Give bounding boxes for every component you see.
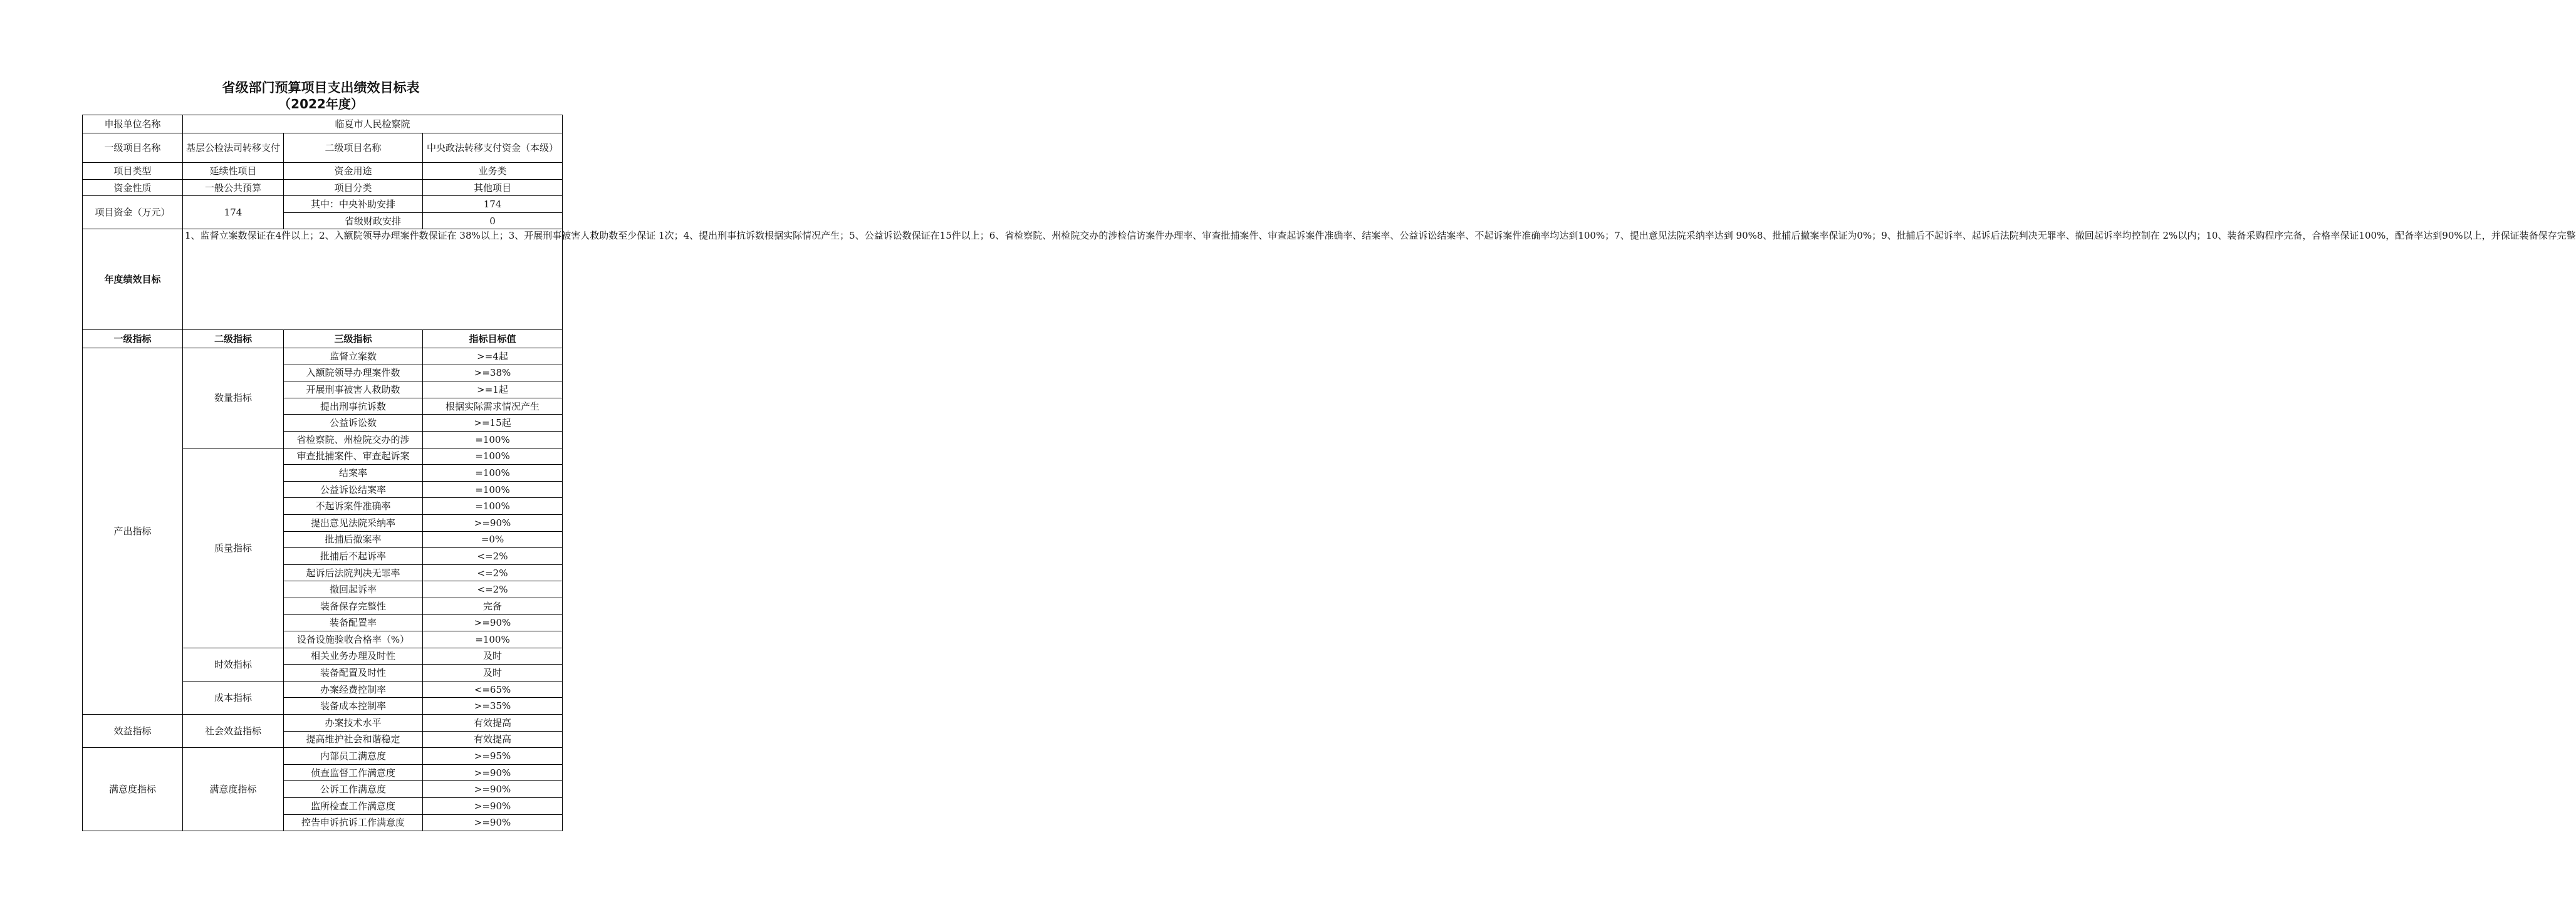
- target-value: >=90%: [423, 764, 563, 781]
- header-level3: 三级指标: [284, 330, 423, 348]
- target-value: =100%: [423, 465, 563, 482]
- level3-indicator: 开展刑事被害人救助数: [284, 381, 423, 398]
- target-value: >=95%: [423, 748, 563, 765]
- target-value: <=65%: [423, 681, 563, 698]
- provincial-label: 省级财政安排: [284, 213, 423, 229]
- fund-label: 项目资金（万元）: [83, 196, 183, 229]
- target-value: 及时: [423, 665, 563, 682]
- level3-indicator: 侦查监督工作满意度: [284, 764, 423, 781]
- nature-label: 资金性质: [83, 180, 183, 196]
- level1-value: 基层公检法司转移支付: [183, 133, 284, 163]
- nature-value: 一般公共预算: [183, 180, 284, 196]
- target-value: =100%: [423, 431, 563, 448]
- subgroup-quality: 质量指标: [183, 448, 284, 648]
- target-value: >=35%: [423, 698, 563, 715]
- fund-value: 174: [183, 196, 284, 229]
- level3-indicator: 内部员工满意度: [284, 748, 423, 765]
- table-row: [83, 715, 563, 732]
- level3-indicator: 办案技术水平: [284, 715, 423, 732]
- header-level1: 一级指标: [83, 330, 183, 348]
- goal-cell: [183, 229, 2576, 330]
- level3-indicator: 办案经费控制率: [284, 681, 423, 698]
- level3-indicator: 不起诉案件准确率: [284, 498, 423, 515]
- group-satisfaction: 满意度指标: [83, 748, 183, 831]
- type-value: 延续性项目: [183, 163, 284, 180]
- level3-indicator: 提出意见法院采纳率: [284, 514, 423, 531]
- table-row: [83, 348, 563, 365]
- goal-label: 年度绩效目标: [83, 229, 183, 330]
- target-value: >=90%: [423, 614, 563, 631]
- level3-indicator: 起诉后法院判决无罪率: [284, 564, 423, 581]
- subgroup-social: 社会效益指标: [183, 715, 284, 748]
- target-value: >=90%: [423, 798, 563, 815]
- level3-indicator: 公诉工作满意度: [284, 781, 423, 798]
- use-label: 资金用途: [284, 163, 423, 180]
- goal-text: 1、监督立案数保证在4件以上；2、入额院领导办理案件数保证在 38%以上；3、开展刑事被害人救助数至少保证 1次；4、提出刑事抗诉数根据实际情况产生；5、公益诉讼数保证在15件以上；6、省检察院、州检院交办的涉检信访案件办理率、审查批捕案件、审查起诉案件准确率、结案率、公益诉讼结案率、不起诉案件准确率均达到100%；7、提出意见法院采纳率达到 90%8、批捕后撤案率保证为0%；9、批捕后不起诉率、起诉后法院判决无罪率、撤回起诉率均控制在 2%以内；10、装备采购程序完备，合格率保证100%，配备率达到90%以上，并保证装备保存完整: [185, 229, 2576, 241]
- target-value: 及时: [423, 648, 563, 665]
- target-value: 根据实际需求情况产生: [423, 398, 563, 415]
- level2-value: 中央政法转移支付资金（本级）: [423, 133, 563, 163]
- target-value: >=1起: [423, 381, 563, 398]
- level3-indicator: 批捕后撤案率: [284, 531, 423, 548]
- level3-indicator: 提出刑事抗诉数: [284, 398, 423, 415]
- level3-indicator: 结案率: [284, 465, 423, 482]
- table-row: [83, 748, 563, 765]
- central-value: 174: [423, 196, 563, 213]
- group-output: 产出指标: [83, 348, 183, 715]
- level3-indicator: 审查批捕案件、审查起诉案: [284, 448, 423, 465]
- target-value: >=4起: [423, 348, 563, 365]
- target-value: =100%: [423, 498, 563, 515]
- target-value: <=2%: [423, 548, 563, 565]
- target-value: >=15起: [423, 415, 563, 432]
- target-value: <=2%: [423, 581, 563, 598]
- category-value: 其他项目: [423, 180, 563, 196]
- target-value: 有效提高: [423, 715, 563, 732]
- level3-indicator: 监督立案数: [284, 348, 423, 365]
- performance-table: [82, 115, 2576, 831]
- subgroup-quantity: 数量指标: [183, 348, 284, 448]
- level3-indicator: 撤回起诉率: [284, 581, 423, 598]
- level3-indicator: 公益诉讼数: [284, 415, 423, 432]
- header-target: 指标目标值: [423, 330, 563, 348]
- level3-indicator: 入额院领导办理案件数: [284, 365, 423, 381]
- level3-indicator: 装备保存完整性: [284, 598, 423, 614]
- level3-indicator: 批捕后不起诉率: [284, 548, 423, 565]
- type-label: 项目类型: [83, 163, 183, 180]
- provincial-value: 0: [423, 213, 563, 229]
- header-level2: 二级指标: [183, 330, 284, 348]
- target-value: >=90%: [423, 814, 563, 831]
- level3-indicator: 省检察院、州检院交办的涉: [284, 431, 423, 448]
- category-label: 项目分类: [284, 180, 423, 196]
- level3-indicator: 控告申诉抗诉工作满意度: [284, 814, 423, 831]
- level3-indicator: 装备成本控制率: [284, 698, 423, 715]
- target-value: <=2%: [423, 564, 563, 581]
- level3-indicator: 公益诉讼结案率: [284, 481, 423, 498]
- use-value: 业务类: [423, 163, 563, 180]
- central-label: 其中：中央补助安排: [284, 196, 423, 213]
- subgroup-satisfaction: 满意度指标: [183, 748, 284, 831]
- subgroup-cost: 成本指标: [183, 681, 284, 714]
- page-subtitle: （2022年度）: [278, 96, 363, 111]
- level3-indicator: 监所检查工作满意度: [284, 798, 423, 815]
- level3-indicator: 装备配置率: [284, 614, 423, 631]
- level1-label: 一级项目名称: [83, 133, 183, 163]
- page-title: 省级部门预算项目支出绩效目标表: [222, 80, 420, 95]
- level3-indicator: 装备配置及时性: [284, 665, 423, 682]
- group-benefit: 效益指标: [83, 715, 183, 748]
- target-value: >=38%: [423, 365, 563, 381]
- level3-indicator: 设备设施验收合格率（%）: [284, 631, 423, 648]
- target-value: >=90%: [423, 514, 563, 531]
- target-value: 有效提高: [423, 731, 563, 748]
- target-value: =0%: [423, 531, 563, 548]
- target-value: >=90%: [423, 781, 563, 798]
- target-value: =100%: [423, 448, 563, 465]
- level2-label: 二级项目名称: [284, 133, 423, 163]
- subgroup-timeliness: 时效指标: [183, 648, 284, 681]
- level3-indicator: 相关业务办理及时性: [284, 648, 423, 665]
- applicant-label: 申报单位名称: [83, 115, 183, 133]
- target-value: =100%: [423, 631, 563, 648]
- target-value: 完备: [423, 598, 563, 614]
- level3-indicator: 提高维护社会和谐稳定: [284, 731, 423, 748]
- applicant-value: 临夏市人民检察院: [183, 115, 563, 133]
- target-value: =100%: [423, 481, 563, 498]
